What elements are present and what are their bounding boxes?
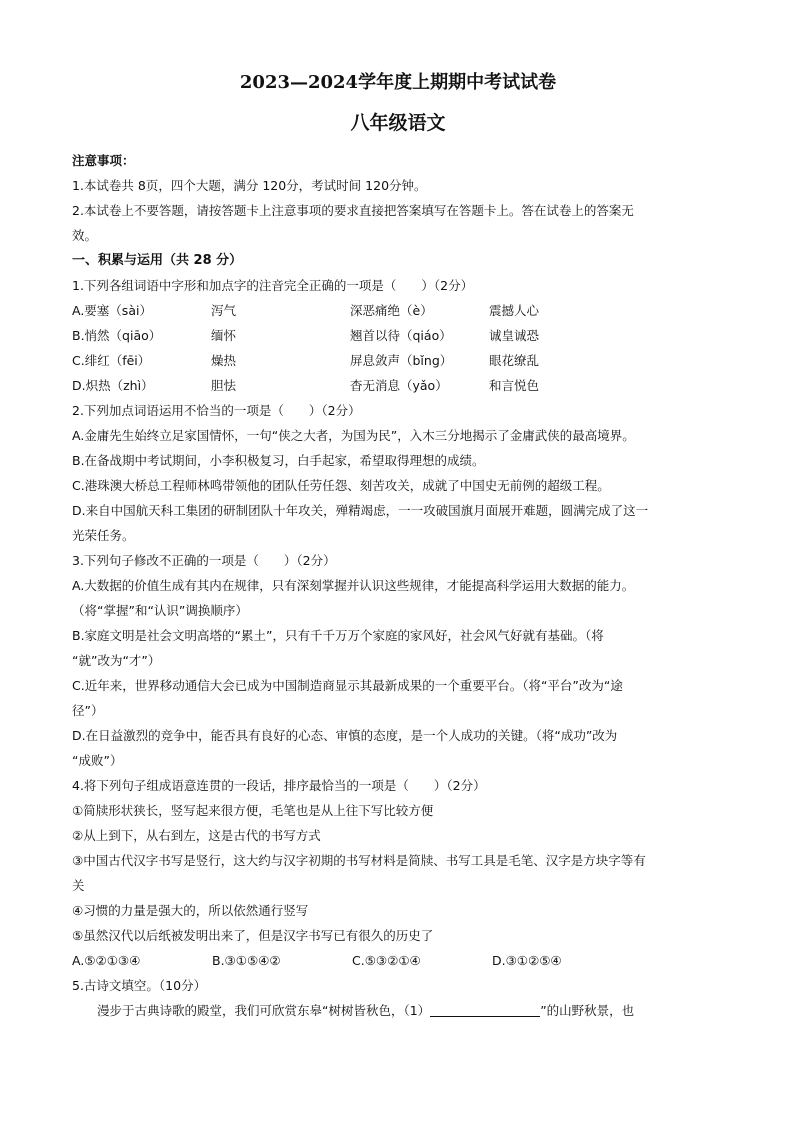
question-2-stem: 2.下列加点词语运用不恰当的一项是（ ）（2分）	[72, 403, 361, 418]
question-4-sentence-3-cont: 关	[72, 878, 85, 893]
answer-blank[interactable]	[430, 1002, 540, 1017]
notice-item-1: 1.本试卷共 8页，四个大题，满分 120分，考试时间 120分钟。	[72, 178, 427, 193]
notice-item-2: 2.本试卷上不要答题，请按答题卡上注意事项的要求直接把答案填写在答题卡上。答在试卷上的答案无	[72, 203, 634, 218]
question-3-option-b-cont: “就”改为“才”）	[72, 653, 161, 668]
question-3-option-c: C.近年来，世界移动通信大会已成为中国制造商显示其最新成果的一个重要平台。（将“平台”改为“途	[72, 678, 623, 693]
question-4-option-d: D.③①②⑤④	[492, 953, 562, 968]
question-3-option-a-cont: （将“掌握”和“认识”调换顺序）	[72, 603, 248, 618]
question-4-option-b: B.③①⑤④②	[212, 953, 281, 968]
question-3-option-d: D.在日益激烈的竞争中，能否具有良好的心态、审慎的态度，是一个人成功的关键。（将“成功”改为	[72, 728, 618, 743]
question-4-option-a: A.⑤②①③④	[72, 953, 141, 968]
question-4-sentence-3: ③中国古代汉字书写是竖行，这大约与汉字初期的书写材料是简牍、书写工具是毛笔、汉字是方块字等有	[72, 853, 646, 868]
question-4-sentence-2: ②从上到下，从右到左，这是古代的书写方式	[72, 828, 321, 843]
exam-title: 2023—2024学年度上期期中考试试卷	[239, 72, 557, 93]
question-1-option-c: C.绯红（fēi） 燥热 屏息敛声（bǐng） 眼花缭乱	[72, 353, 540, 368]
question-1-option-d: D.炽热（zhì） 胆怯 杳无消息（yǎo） 和言悦色	[72, 378, 540, 393]
question-1-option-b: B.悄然（qiāo） 缅怀 翘首以待（qiáo） 诚皇诚恐	[72, 328, 540, 343]
question-4-options	[72, 948, 724, 973]
question-3-stem: 3.下列句子修改不正确的一项是（ ）（2分）	[72, 553, 336, 568]
exam-subtitle: 八年级语文	[350, 112, 446, 134]
question-5-paragraph: 漫步于古典诗歌的殿堂，我们可欣赏东皋“树树皆秋色，（1） ”的山野秋景，也	[97, 1003, 635, 1018]
question-1-option-a: A.要塞（sài） 泻气 深恶痛绝（è） 震撼人心	[72, 303, 540, 318]
question-5-stem: 5.古诗文填空。（10分）	[72, 978, 207, 993]
section-heading: 一、积累与运用（共 28 分）	[72, 253, 243, 268]
question-3-option-d-cont: “成败”）	[72, 753, 123, 768]
question-2-option-a: A.金庸先生始终立足家国情怀，一句“侠之大者，为国为民”，入木三分地揭示了金庸武侠的最高境界。	[72, 428, 635, 443]
question-2-option-b: B.在备战期中考试期间，小李积极复习，白手起家，希望取得理想的成绩。	[72, 453, 485, 468]
question-2-option-c: C.港珠澳大桥总工程师林鸣带领他的团队任劳任怨、刻苦攻关，成就了中国史无前例的超级工程。	[72, 478, 610, 493]
question-3-option-a: A.大数据的价值生成有其内在规律，只有深刻掌握并认识这些规律，才能提高科学运用大数据的能力。	[72, 578, 635, 593]
exam-page	[72, 70, 724, 1023]
question-4-sentence-5: ⑤虽然汉代以后纸被发明出来了，但是汉字书写已有很久的历史了	[72, 928, 434, 943]
question-2-option-d-cont: 光荣任务。	[72, 528, 135, 543]
notice-heading: 注意事项：	[72, 153, 135, 168]
question-4-sentence-1: ①简牍形状狭长，竖写起来很方便，毛笔也是从上往下写比较方便	[72, 803, 434, 818]
notice-item-2-cont: 效。	[72, 228, 98, 243]
question-2-option-d: D.来自中国航天科工集团的研制团队十年攻关，殚精竭虑，一一攻破国旗月面展开难题，圆满完成了这一	[72, 503, 649, 518]
question-1-stem: 1.下列各组词语中字形和加点字的注音完全正确的一项是（ ）（2分）	[72, 278, 474, 293]
question-3-option-b: B.家庭文明是社会文明高塔的“累土”，只有千千万万个家庭的家风好，社会风气好就有基础。（将	[72, 628, 604, 643]
question-3-option-c-cont: 径”）	[72, 703, 104, 718]
question-4-stem: 4.将下列句子组成语意连贯的一段话，排序最恰当的一项是（ ）（2分）	[72, 778, 486, 793]
question-4-option-c: C.⑤③②①④	[352, 953, 421, 968]
question-4-sentence-4: ④习惯的力量是强大的，所以依然通行竖写	[72, 903, 309, 918]
